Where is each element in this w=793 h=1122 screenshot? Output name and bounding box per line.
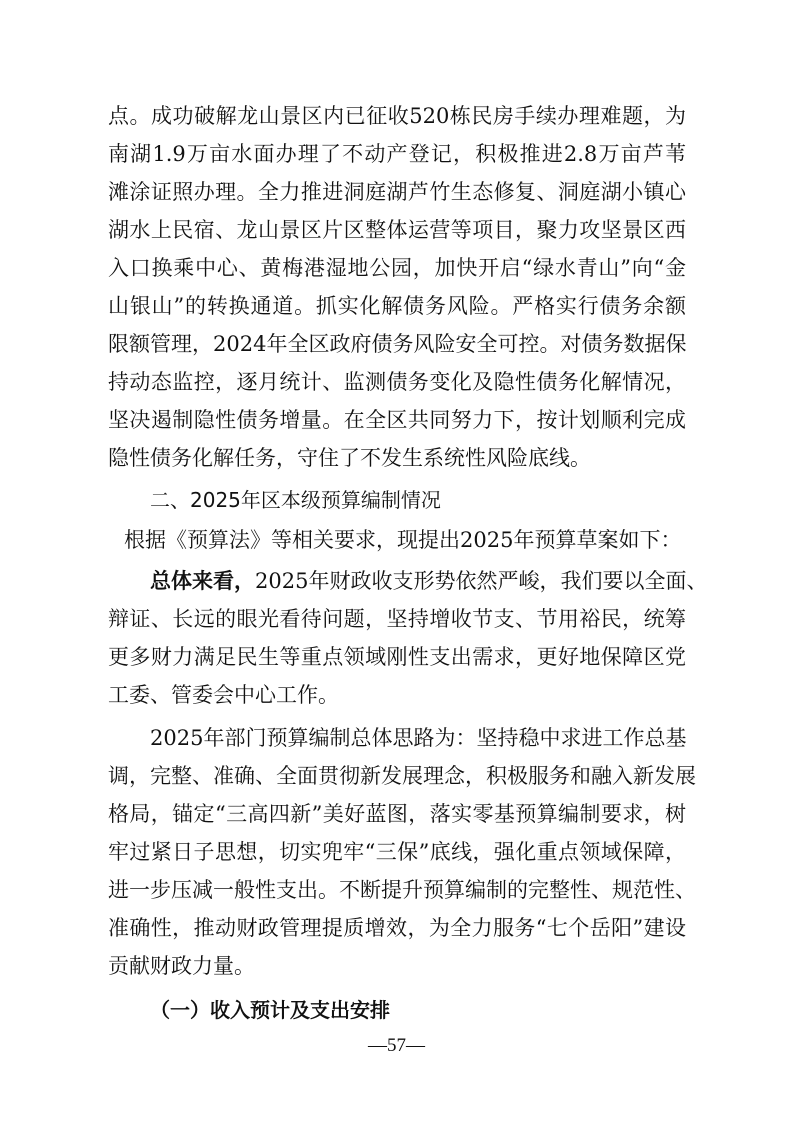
page-number: —57— <box>368 1035 425 1056</box>
paragraph-1-line-9: 坚决遏制隐性债务增量。在全区共同努力下，按计划顺利完成 <box>108 408 686 432</box>
paragraph-3-line-3: 格局，锚定“三高四新”美好蓝图，落实零基预算编制要求，树 <box>108 802 686 826</box>
paragraph-1-line-2: 南湖1.9万亩水面办理了不动产登记，积极推进2.8万亩芦苇 <box>108 142 686 166</box>
paragraph-2-line-4: 工委、管委会中心工作。 <box>108 683 339 707</box>
paragraph-1-line-8: 持动态监控，逐月统计、监测债务变化及隐性债务化解情况， <box>108 370 686 394</box>
paragraph-3-line-6: 准确性，推动财政管理提质增效，为全力服务“七个岳阳”建设 <box>108 916 686 940</box>
paragraph-2-line-1 <box>150 566 708 596</box>
paragraph-3-line-4: 牢过紧日子思想，切实兜牢“三保”底线，强化重点领域保障， <box>108 840 686 864</box>
paragraph-1-line-4: 湖水上民宿、龙山景区片区整体运营等项目，聚力攻坚景区西 <box>108 218 686 242</box>
paragraph-1-line-10: 隐性债务化解任务，守住了不发生系统性风险底线。 <box>108 446 591 470</box>
paragraph-2-line-2: 辩证、长远的眼光看待问题，坚持增收节支、节用裕民，统筹 <box>108 607 686 631</box>
paragraph-1-line-7: 限额管理，2024年全区政府债务风险安全可控。对债务数据保 <box>108 332 687 356</box>
paragraph-1-line-5: 入口换乘中心、黄梅港湿地公园，加快开启“绿水青山”向“金 <box>108 256 686 280</box>
paragraph-1-line-1: 点。成功破解龙山景区内已征收520栋民房手续办理难题，为 <box>108 104 686 128</box>
paragraph-3-line-2: 调，完整、准确、全面贯彻新发展理念，积极服务和融入新发展 <box>108 764 696 788</box>
paragraph-2-line-3: 更多财力满足民生等重点领域刚性支出需求，更好地保障区党 <box>108 645 686 669</box>
paragraph-2-lead: 总体来看， <box>150 568 255 593</box>
paragraph-3-line-1: 2025年部门预算编制总体思路为：坚持稳中求进工作总基 <box>150 726 687 750</box>
paragraph-3-line-5: 进一步压减一般性支出。不断提升预算编制的完整性、规范性、 <box>108 878 696 902</box>
paragraph-2-first-line-rest: 2025年财政收支形势依然严峻，我们要以全面、 <box>255 569 708 593</box>
intro-line: 根据《预算法》等相关要求，现提出2025年预算草案如下： <box>124 528 682 552</box>
paragraph-1-line-3: 滩涂证照办理。全力推进洞庭湖芦竹生态修复、洞庭湖小镇心 <box>108 180 686 204</box>
paragraph-1-line-6: 山银山”的转换通道。抓实化解债务风险。严格实行债务余额 <box>108 294 686 318</box>
subsection-1-heading: （一）收入预计及支出安排 <box>150 998 390 1022</box>
section-2-heading: 二、2025年区本级预算编制情况 <box>150 488 441 512</box>
paragraph-3-line-7: 贡献财政力量。 <box>108 954 255 978</box>
